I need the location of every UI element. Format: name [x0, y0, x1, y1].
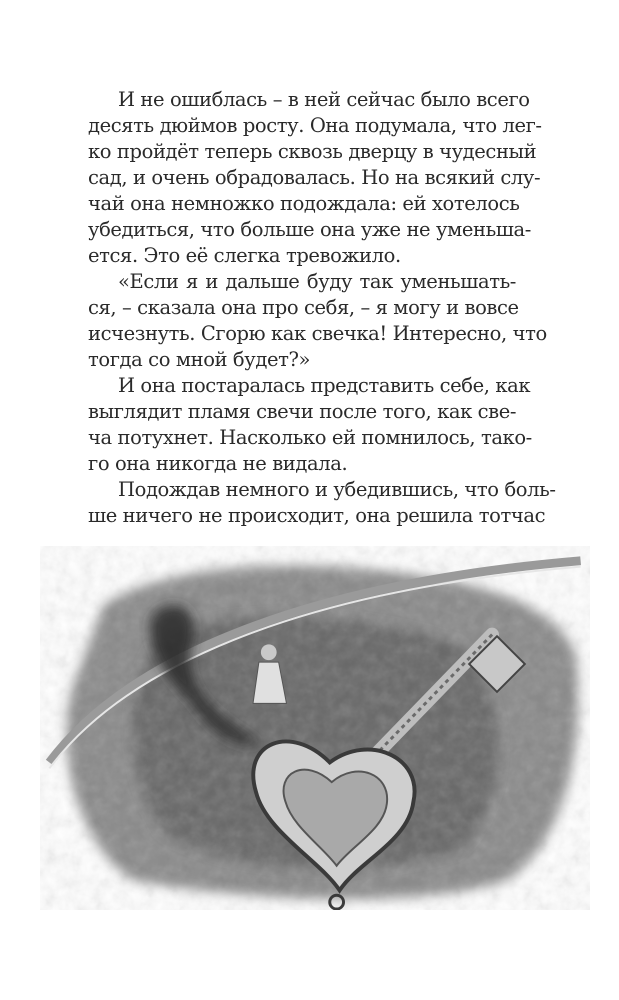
text-line: десять дюймов росту. Она подумала, что лег- [88, 114, 542, 137]
text-line: сад, и очень обрадовалась. Но на всякий слу- [88, 166, 541, 189]
text-line: ется. Это её слегка тревожило. [88, 244, 401, 267]
text-line: «Если я и дальше буду так уменьшать- [118, 270, 516, 293]
text-line: ко пройдёт теперь сквозь дверцу в чудесный [88, 140, 537, 163]
text-line: исчезнуть. Сгорю как свечка! Интересно, что [88, 322, 547, 345]
text-line: И не ошиблась – в ней сейчас было всего [118, 88, 530, 111]
text-line: ше ничего не происходит, она решила тотчас [88, 504, 546, 527]
text-line: ся, – сказала она про себя, – я могу и вовсе [88, 296, 519, 319]
text-line: го она никогда не видала. [88, 452, 348, 475]
text-line: И она постаралась представить себе, как [118, 374, 531, 397]
text-line: ча потухнет. Насколько ей помнилось, тако- [88, 426, 532, 449]
text-line: выглядит пламя свечи после того, как све- [88, 400, 517, 423]
key-illustration [40, 546, 590, 910]
text-line: убедиться, что больше она уже не уменьша- [88, 218, 531, 241]
page-body-text [88, 87, 556, 529]
text-line: чай она немножко подождала: ей хотелось [88, 192, 520, 215]
text-line: тогда со мной будет?» [88, 348, 311, 371]
text-line: Подождав немного и убедившись, что боль- [118, 478, 556, 501]
